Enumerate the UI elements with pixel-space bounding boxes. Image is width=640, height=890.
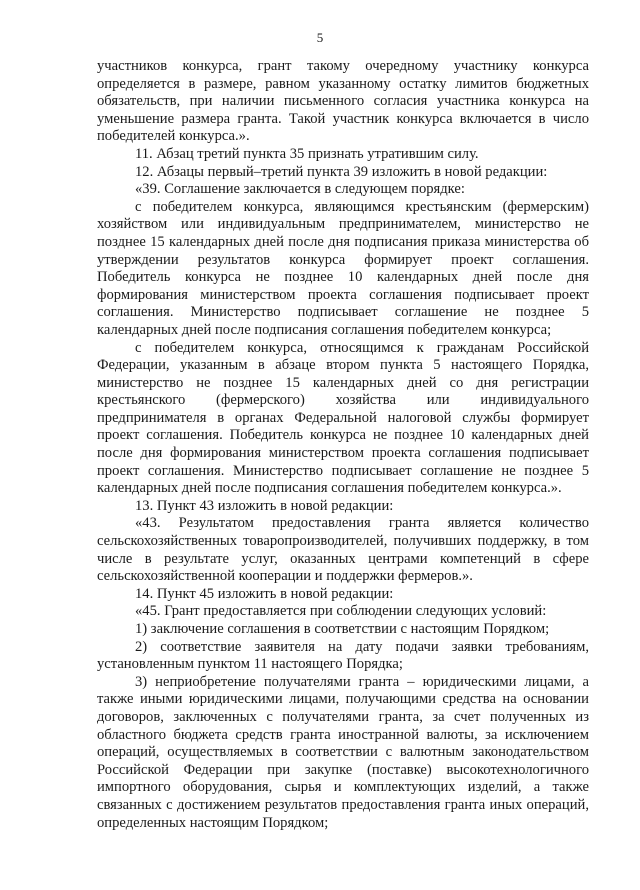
paragraph: 2) соответствие заявителя на дату подачи заявки требованиям, установленным пунктом 11 настоящего Порядка; xyxy=(97,638,589,673)
paragraph: с победителем конкурса, являющимся крестьянским (фермерским) хозяйством или индивидуальным предпринимателем, министерство не позднее 15 календарных дней после дня подписания приказа министерства об утверждении результатов конкурса формирует проект соглашения. Победитель конкурса не позднее 10 календарных дней после дня формирования министерством проекта соглашения подписывает проект соглашения. Министерство подписывает соглашение не позднее 5 календарных дней после подписания соглашения победителем конкурса; xyxy=(97,198,589,338)
paragraph: участников конкурса, грант такому очередному участнику конкурса определяется в размере, равном указанному остатку лимитов бюджетных обязательств, при наличии письменного согласия участника конкурса на уменьшение размера гранта. Такой участник конкурса включается в число победителей конкурса.». xyxy=(97,58,589,145)
paragraph: с победителем конкурса, относящимся к гражданам Российской Федерации, указанным в абзаце втором пункта 5 настоящего Порядка, министерство не позднее 15 календарных дней со дня регистрации крестьянского (фермерского) хозяйства или индивидуального предпринимателя в органах Федеральной налоговой службы формирует проект соглашения. Победитель конкурса не позднее 10 календарных дней после дня формирования министерством проекта соглашения подписывает проект соглашения. Министерство подписывает соглашение не позднее 5 календарных дней после подписания соглашения победителем конкурса.». xyxy=(97,339,589,497)
paragraph: «45. Грант предоставляется при соблюдении следующих условий: xyxy=(135,603,547,620)
paragraph: «43. Результатом предоставления гранта является количество сельскохозяйственных товаропроизводителей, получивших поддержку, в том числе в результате услуг, оказанных центрами компетенций в сфере сельскохозяйственной кооперации и поддержки фермеров.». xyxy=(97,515,589,585)
paragraph: 1) заключение соглашения в соответствии с настоящим Порядком; xyxy=(135,621,550,637)
document-body xyxy=(97,58,589,832)
paragraph: 12. Абзацы первый–третий пункта 39 изложить в новой редакции: xyxy=(135,163,548,180)
paragraph: «39. Соглашение заключается в следующем порядке: xyxy=(135,181,465,198)
page-number: 5 xyxy=(316,30,324,45)
paragraph: 11. Абзац третий пункта 35 признать утратившим силу. xyxy=(135,145,479,162)
paragraph: 14. Пункт 45 изложить в новой редакции: xyxy=(135,585,394,602)
paragraph: 3) неприобретение получателями гранта – юридическими лицами, а также иными юридическими лицами, получающими средства на основании договоров, заключенных с получателями гранта, за счет полученных из областного бюджета средств гранта иностранной валюты, за исключением операций, осуществляемых в соответствии с валютным законодательством Российской Федерации при закупке (поставке) высокотехнологичного импортного оборудования, сырья и комплектующих изделий, а также связанных с достижением результатов предоставления гранта иных операций, определенных настоящим Порядком; xyxy=(97,673,589,831)
paragraph: 13. Пункт 43 изложить в новой редакции: xyxy=(135,497,394,514)
